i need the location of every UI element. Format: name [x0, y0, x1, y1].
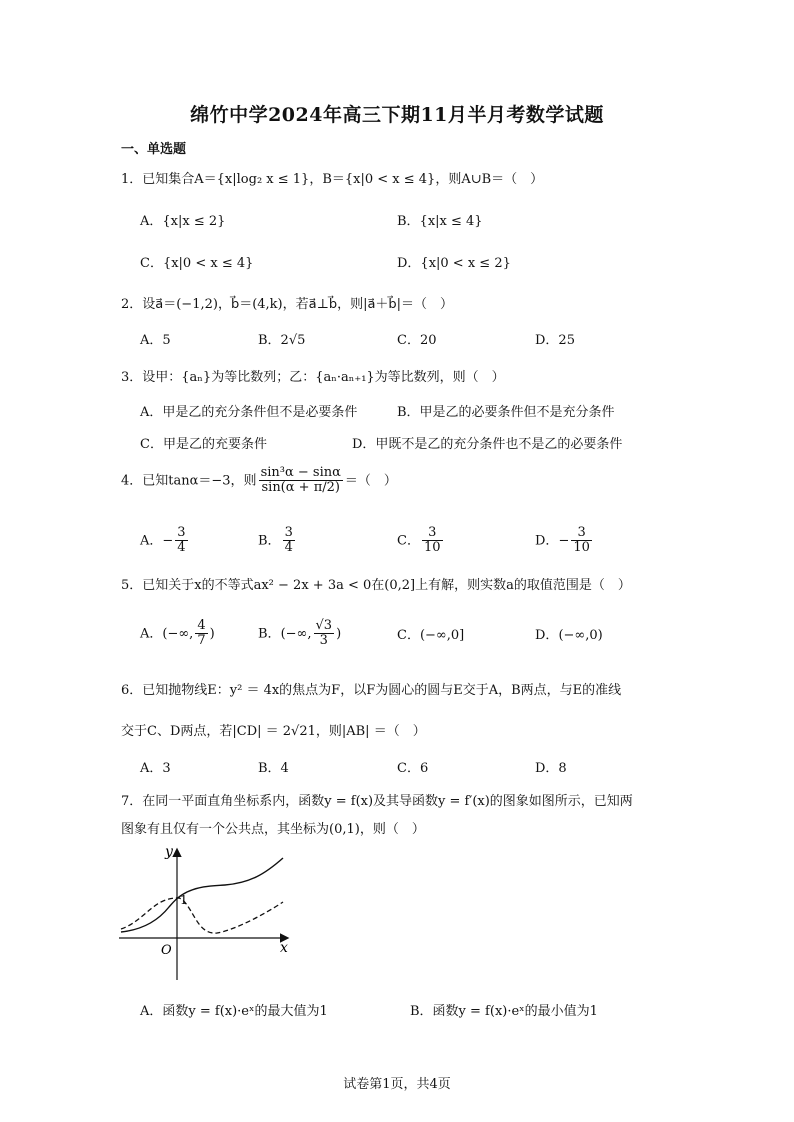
q4-option-a-sign: − — [162, 533, 174, 549]
q4-option-b-num: 3 — [284, 525, 293, 540]
q5-option-a-post: ) — [209, 626, 215, 642]
q4-fraction-numerator: sin³α − sinα — [260, 465, 341, 480]
q6-option-d[interactable]: D．8 — [535, 761, 567, 776]
q4-option-b-den: 4 — [284, 540, 293, 556]
q4-option-d-den: 10 — [573, 540, 590, 556]
page-footer: 试卷第1页，共4页 — [343, 1077, 451, 1092]
q2-option-a[interactable]: A．5 — [140, 333, 171, 348]
graph-point-label: 1 — [180, 893, 188, 907]
solid-curve — [121, 858, 283, 932]
q4-option-d[interactable] — [535, 526, 594, 556]
q5-option-a[interactable] — [140, 619, 215, 649]
q3-option-b[interactable]: B．甲是乙的必要条件但不是充分条件 — [397, 405, 615, 420]
q5-option-b[interactable] — [258, 619, 341, 649]
q4-option-c[interactable] — [397, 526, 445, 556]
q5-option-c-label: C． — [397, 628, 420, 643]
q5-option-c-text: (−∞,0] — [419, 628, 465, 643]
q6-option-c[interactable]: C．6 — [397, 761, 429, 776]
q5-option-d[interactable] — [535, 628, 603, 644]
question-7-stem-line2: 图象有且仅有一个公共点，其坐标为(0,1)，则（ ） — [121, 822, 425, 837]
question-6-stem-line1: 6．已知抛物线E：y² ＝ 4x的焦点为F，以F为圆心的圆与E交于A，B两点，与E的准线 — [121, 683, 622, 698]
graph-origin-label: O — [161, 943, 172, 958]
q4-option-b-fraction — [283, 526, 295, 556]
q3-option-a[interactable]: A．甲是乙的充分条件但不是必要条件 — [140, 405, 358, 420]
q4-option-c-den: 10 — [423, 540, 441, 556]
q7-option-a[interactable]: A．函数y = f(x)·eˣ的最大值为1 — [140, 1004, 328, 1019]
q4-stem-suffix: ＝（ ） — [344, 473, 397, 489]
question-4-stem — [121, 466, 397, 496]
question-1-stem: 1．已知集合A＝{x|log₂ x ≤ 1}，B＝{x|0 < x ≤ 4}，则A∪B＝（ ） — [121, 172, 544, 187]
q2-option-c[interactable]: C．20 — [397, 333, 437, 348]
question-5-stem: 5．已知关于x的不等式ax² − 2x + 3a < 0在(0,2]上有解，则实数a的取值范围是（ ） — [121, 578, 631, 593]
q4-option-d-sign: − — [558, 533, 570, 549]
q7-option-b[interactable]: B．函数y = f(x)·eˣ的最小值为1 — [410, 1004, 598, 1019]
q5-option-b-fraction — [314, 619, 335, 649]
q5-option-d-text: (−∞,0) — [558, 628, 603, 643]
q4-option-b-label: B． — [258, 533, 281, 549]
q4-option-c-num: 3 — [422, 526, 443, 541]
q4-fraction — [259, 466, 343, 496]
question-6-stem-line2: 交于C、D两点，若|CD| ＝ 2√21，则|AB| ＝（ ） — [121, 724, 426, 739]
q5-option-a-pre: (−∞, — [162, 626, 194, 642]
q5-option-a-fraction — [195, 619, 207, 649]
question-7-stem-line1: 7．在同一平面直角坐标系内，函数y = f(x)及其导函数y = f′(x)的图象如图所示，已知两 — [121, 794, 633, 809]
q5-option-b-post: ) — [336, 626, 342, 642]
q1-option-a[interactable]: A．{x|x ≤ 2} — [140, 214, 226, 229]
q5-option-b-label: B． — [258, 626, 281, 642]
q4-stem-prefix: 4．已知tanα＝−3，则 — [121, 473, 257, 489]
q5-option-c[interactable] — [397, 628, 464, 644]
q5-option-a-label: A． — [140, 626, 163, 642]
q7-function-graph — [115, 842, 295, 984]
q4-option-b[interactable] — [258, 526, 297, 556]
q1-option-b[interactable]: B．{x|x ≤ 4} — [397, 214, 483, 229]
graph-x-label: x — [280, 940, 288, 956]
question-2-stem: 2．设a⃗＝(−1,2)，b⃗＝(4,k)，若a⃗⊥b⃗，则|a⃗＋b⃗|＝（ ） — [121, 297, 454, 312]
graph-y-label: y — [165, 844, 173, 860]
q1-option-c[interactable]: C．{x|0 < x ≤ 4} — [140, 256, 254, 271]
q5-option-b-num: √3 — [315, 618, 333, 633]
q3-option-d[interactable]: D．甲既不是乙的充分条件也不是乙的必要条件 — [352, 437, 623, 452]
q1-option-d[interactable]: D．{x|0 < x ≤ 2} — [397, 256, 511, 271]
q5-option-b-pre: (−∞, — [280, 626, 312, 642]
q6-option-b[interactable]: B．4 — [258, 761, 289, 776]
section-heading: 一、单选题 — [121, 142, 187, 157]
q4-option-d-label: D． — [535, 533, 559, 549]
q2-option-b[interactable]: B．2√5 — [258, 333, 306, 348]
q4-option-d-fraction — [571, 526, 592, 556]
q4-option-c-label: C． — [397, 533, 420, 549]
q4-option-c-fraction — [422, 526, 443, 556]
q5-option-b-den: 3 — [319, 633, 328, 649]
q4-fraction-denominator: sin(α + π/2) — [261, 480, 340, 496]
q4-option-a-num: 3 — [177, 525, 186, 540]
question-3-stem: 3．设甲：{aₙ}为等比数列；乙：{aₙ·aₙ₊₁}为等比数列，则（ ） — [121, 370, 505, 385]
dashed-curve — [121, 898, 283, 933]
page-title: 绵竹中学2024年高三下期11月半月考数学试题 — [190, 104, 604, 126]
q4-option-a-fraction — [175, 526, 187, 556]
q2-option-d[interactable]: D．25 — [535, 333, 575, 348]
q5-option-a-num: 4 — [197, 618, 206, 633]
q6-option-a[interactable]: A．3 — [140, 761, 171, 776]
q5-option-d-label: D． — [535, 628, 559, 643]
q3-option-c[interactable]: C．甲是乙的充要条件 — [140, 437, 267, 452]
q4-option-a[interactable] — [140, 526, 190, 556]
q4-option-d-num: 3 — [571, 526, 592, 541]
q4-option-a-label: A． — [140, 533, 163, 549]
q5-option-a-den: 7 — [197, 633, 206, 649]
q4-option-a-den: 4 — [177, 540, 186, 556]
